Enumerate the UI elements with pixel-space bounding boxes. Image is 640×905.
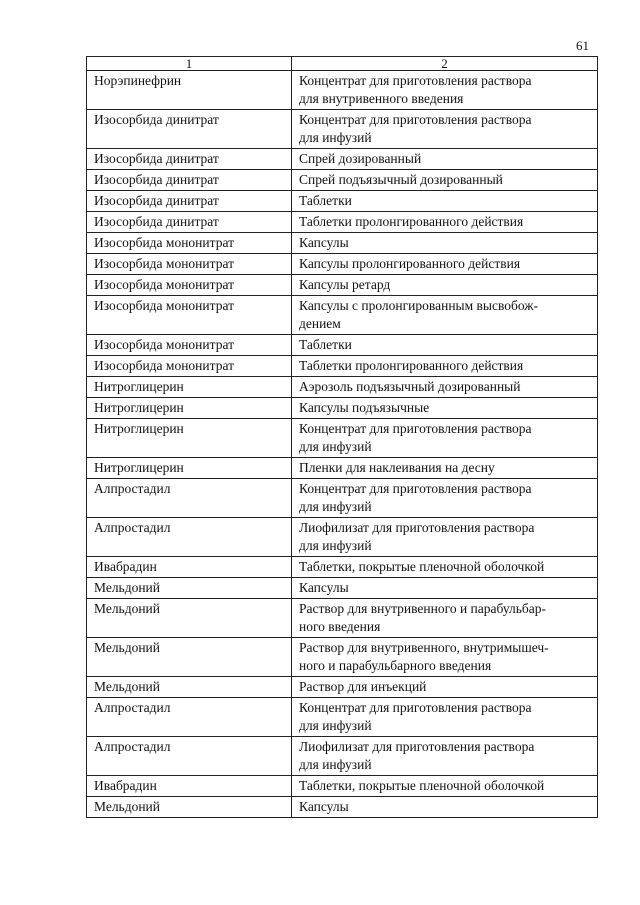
drug-name-cell: Алпростадил	[87, 518, 292, 557]
drug-name-cell: Изосорбида динитрат	[87, 149, 292, 170]
dosage-form-cell: Капсулы с пролонгированным высвобож- дением	[292, 296, 598, 335]
table-row	[87, 71, 598, 110]
drug-name-cell: Алпростадил	[87, 698, 292, 737]
table-row	[87, 275, 598, 296]
drug-name-cell: Нитроглицерин	[87, 398, 292, 419]
table-row	[87, 578, 598, 599]
table-row	[87, 356, 598, 377]
drug-name-cell: Алпростадил	[87, 479, 292, 518]
table-row	[87, 479, 598, 518]
table-row	[87, 398, 598, 419]
page-number: 61	[576, 38, 589, 53]
dosage-form-cell: Аэрозоль подъязычный дозированный	[292, 377, 598, 398]
drug-name-cell: Изосорбида мононитрат	[87, 254, 292, 275]
drug-name-cell: Изосорбида мононитрат	[87, 275, 292, 296]
drug-name-cell: Нитроглицерин	[87, 419, 292, 458]
table-row	[87, 335, 598, 356]
dosage-form-cell: Пленки для наклеивания на десну	[292, 458, 598, 479]
table-row	[87, 797, 598, 818]
drug-name-cell: Изосорбида мононитрат	[87, 356, 292, 377]
dosage-form-cell: Концентрат для приготовления раствора для инфузий	[292, 698, 598, 737]
drug-name-cell: Мельдоний	[87, 638, 292, 677]
drug-name-cell: Изосорбида мононитрат	[87, 296, 292, 335]
drug-name-cell: Мельдоний	[87, 599, 292, 638]
dosage-form-cell: Раствор для инъекций	[292, 677, 598, 698]
dosage-form-cell: Таблетки, покрытые пленочной оболочкой	[292, 557, 598, 578]
dosage-form-cell: Концентрат для приготовления раствора для внутривенного введения	[292, 71, 598, 110]
drug-name-cell: Изосорбида мононитрат	[87, 233, 292, 254]
table-row	[87, 698, 598, 737]
table-row	[87, 776, 598, 797]
dosage-form-cell: Раствор для внутривенного и парабульбар- ного введения	[292, 599, 598, 638]
drug-name-cell: Нитроглицерин	[87, 458, 292, 479]
column-header-2: 2	[292, 57, 598, 71]
table-body	[87, 57, 598, 818]
drug-name-cell: Изосорбида динитрат	[87, 191, 292, 212]
table-row	[87, 638, 598, 677]
dosage-form-cell: Таблетки пролонгированного действия	[292, 212, 598, 233]
table-row	[87, 233, 598, 254]
table-row	[87, 599, 598, 638]
table-row	[87, 737, 598, 776]
dosage-form-cell: Капсулы	[292, 578, 598, 599]
dosage-form-cell: Лиофилизат для приготовления раствора для инфузий	[292, 518, 598, 557]
dosage-form-cell: Капсулы пролонгированного действия	[292, 254, 598, 275]
table-row	[87, 191, 598, 212]
dosage-form-cell: Концентрат для приготовления раствора для инфузий	[292, 479, 598, 518]
dosage-form-cell: Концентрат для приготовления раствора для инфузий	[292, 419, 598, 458]
table-row	[87, 419, 598, 458]
drug-name-cell: Алпростадил	[87, 737, 292, 776]
table-row	[87, 677, 598, 698]
table-row	[87, 296, 598, 335]
dosage-form-cell: Капсулы	[292, 233, 598, 254]
drug-name-cell: Ивабрадин	[87, 776, 292, 797]
table-row	[87, 254, 598, 275]
drug-name-cell: Нитроглицерин	[87, 377, 292, 398]
table-row	[87, 458, 598, 479]
dosage-form-cell: Таблетки	[292, 191, 598, 212]
drug-name-cell: Норэпинефрин	[87, 71, 292, 110]
dosage-form-cell: Капсулы ретард	[292, 275, 598, 296]
table-row	[87, 170, 598, 191]
dosage-form-cell: Таблетки	[292, 335, 598, 356]
dosage-form-cell: Спрей дозированный	[292, 149, 598, 170]
table-row	[87, 212, 598, 233]
table-row	[87, 557, 598, 578]
drug-name-cell: Мельдоний	[87, 677, 292, 698]
drug-name-cell: Изосорбида динитрат	[87, 212, 292, 233]
drug-name-cell: Изосорбида динитрат	[87, 170, 292, 191]
dosage-form-cell: Раствор для внутривенного, внутримышеч- ного и парабульбарного введения	[292, 638, 598, 677]
table-row	[87, 377, 598, 398]
dosage-form-cell: Капсулы	[292, 797, 598, 818]
drug-forms-table	[86, 56, 598, 818]
table-row	[87, 518, 598, 557]
dosage-form-cell: Спрей подъязычный дозированный	[292, 170, 598, 191]
drug-name-cell: Мельдоний	[87, 578, 292, 599]
dosage-form-cell: Таблетки, покрытые пленочной оболочкой	[292, 776, 598, 797]
dosage-form-cell: Лиофилизат для приготовления раствора для инфузий	[292, 737, 598, 776]
dosage-form-cell: Таблетки пролонгированного действия	[292, 356, 598, 377]
drug-name-cell: Ивабрадин	[87, 557, 292, 578]
table-header-row	[87, 57, 598, 71]
table-row	[87, 149, 598, 170]
drug-name-cell: Изосорбида мононитрат	[87, 335, 292, 356]
column-header-1: 1	[87, 57, 292, 71]
dosage-form-cell: Концентрат для приготовления раствора для инфузий	[292, 110, 598, 149]
drug-name-cell: Изосорбида динитрат	[87, 110, 292, 149]
dosage-form-cell: Капсулы подъязычные	[292, 398, 598, 419]
table-row	[87, 110, 598, 149]
drug-name-cell: Мельдоний	[87, 797, 292, 818]
